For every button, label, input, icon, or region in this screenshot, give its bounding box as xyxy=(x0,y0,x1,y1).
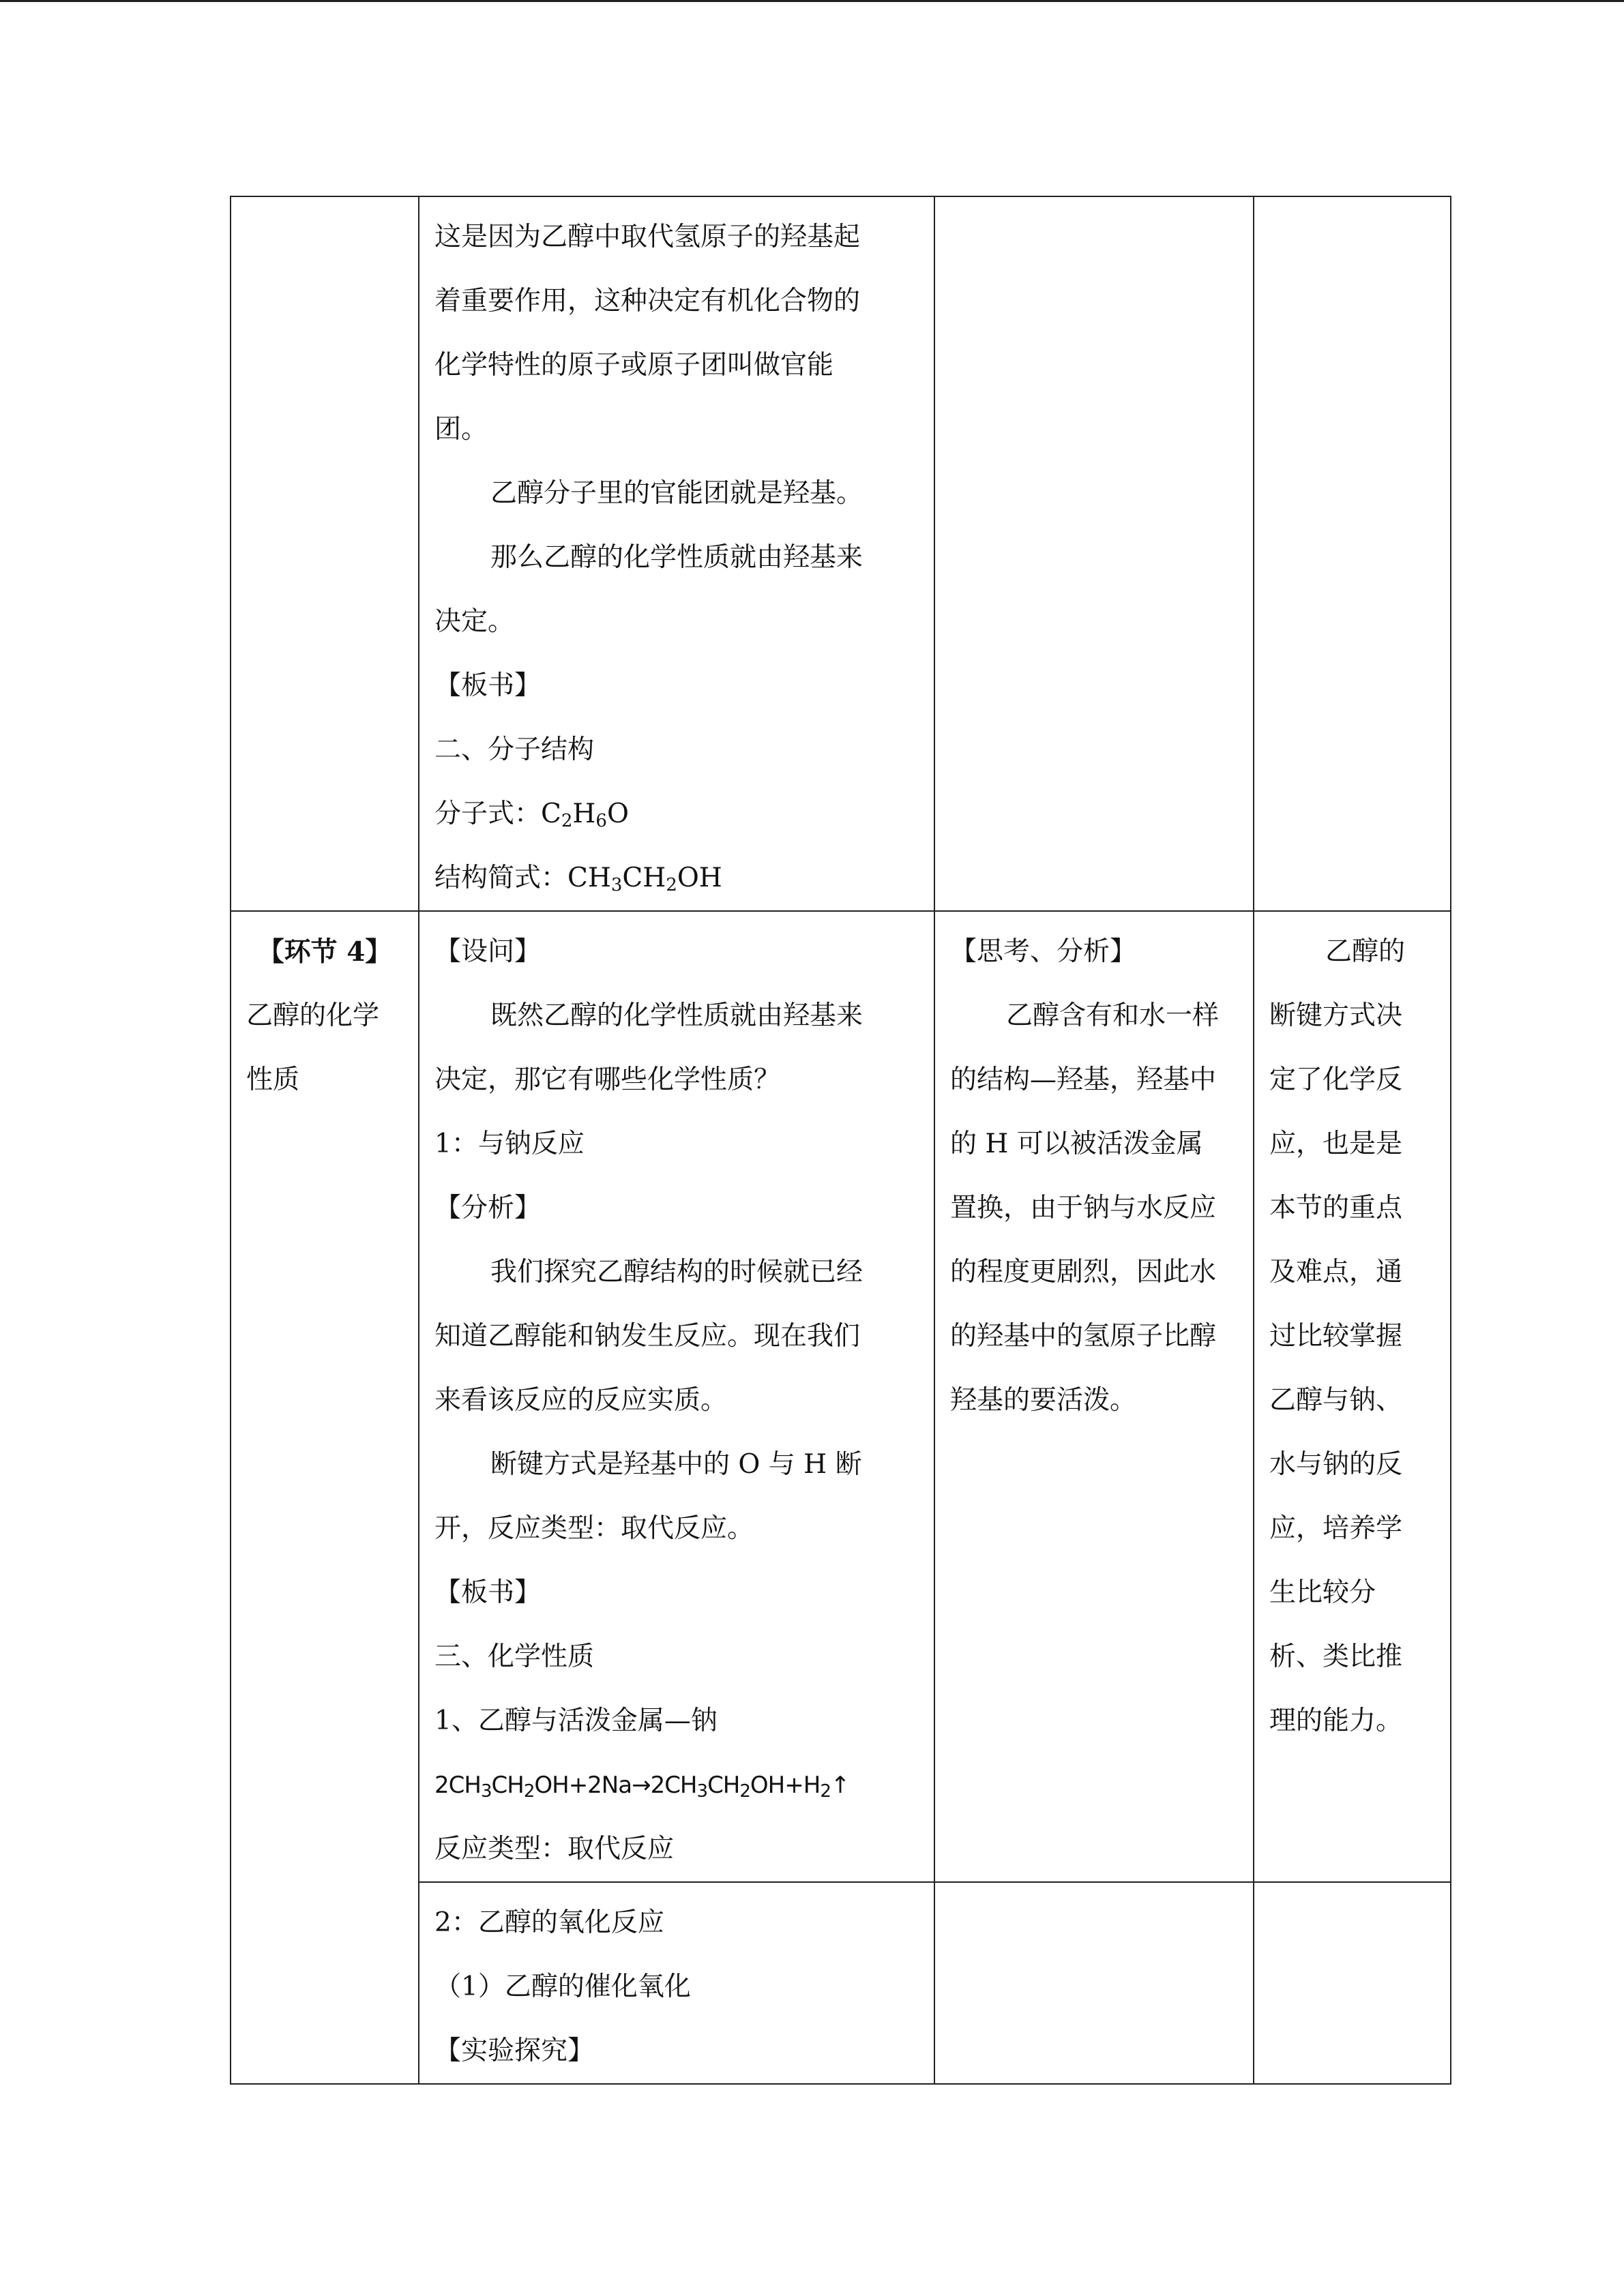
lesson-plan-table xyxy=(230,196,1451,2085)
text-line: 1、乙醇与活泼金属—钠 xyxy=(434,1705,718,1736)
board-label: 【板书】 xyxy=(434,670,542,701)
equation-subscript: 3 xyxy=(480,1781,492,1802)
text-line: 那么乙醇的化学性质就由羟基来 xyxy=(490,542,863,573)
page-top-border xyxy=(0,0,1624,2)
text-line: 这是因为乙醇中取代氢原子的羟基起 xyxy=(434,222,861,252)
reaction-type: 反应类型：取代反应 xyxy=(434,1834,675,1864)
question-label: 【设问】 xyxy=(434,936,542,967)
text-line: 及难点，通 xyxy=(1269,1257,1403,1287)
formula-part: CH xyxy=(622,863,666,893)
equation-part: OH+H xyxy=(750,1772,821,1799)
equation-part: CH xyxy=(707,1772,740,1799)
text-line: 羟基的要活泼。 xyxy=(950,1385,1137,1416)
row3-col2-cell xyxy=(419,1882,934,2084)
text-line: 乙醇与钠、 xyxy=(1269,1385,1403,1416)
text-line: 化学特性的原子或原子团叫做官能 xyxy=(434,350,834,381)
equation-part: OH+2Na→2CH xyxy=(534,1772,697,1799)
step-title: 性质 xyxy=(246,1064,300,1095)
text-line: 的羟基中的氢原子比醇 xyxy=(950,1321,1217,1352)
text-line: 决定，那它有哪些化学性质？ xyxy=(434,1064,781,1095)
equation-part: CH xyxy=(491,1772,524,1799)
row3-col4-cell xyxy=(1254,1882,1451,2084)
text-line: 过比较掌握 xyxy=(1269,1321,1403,1352)
text-line: 的 H 可以被活泼金属 xyxy=(950,1129,1203,1159)
equation-subscript: 2 xyxy=(820,1781,831,1802)
formula-part: C xyxy=(541,799,561,829)
thinking-label: 【思考、分析】 xyxy=(950,936,1137,967)
formula-part: H xyxy=(572,799,596,829)
text-line: （1）乙醇的催化氧化 xyxy=(434,1971,691,2002)
text-line: 既然乙醇的化学性质就由羟基来 xyxy=(490,1000,863,1031)
section-heading: 二、分子结构 xyxy=(434,734,595,765)
row1-col1-cell xyxy=(231,196,419,911)
formula-subscript: 2 xyxy=(666,875,677,895)
formula-subscript: 6 xyxy=(595,811,607,831)
text-line: 着重要作用，这种决定有机化合物的 xyxy=(434,286,861,316)
text-line: 开，反应类型：取代反应。 xyxy=(434,1513,754,1544)
row1-col2-cell xyxy=(419,196,934,911)
struct-label: 结构简式： xyxy=(434,863,568,893)
text-line: 的结构—羟基，羟基中 xyxy=(950,1064,1217,1095)
equation-subscript: 3 xyxy=(696,1781,708,1802)
text-line: 来看该反应的反应实质。 xyxy=(434,1385,728,1416)
equation-part: 2CH xyxy=(434,1772,481,1799)
molecular-formula xyxy=(434,782,919,846)
text-line: 乙醇含有和水一样 xyxy=(1006,1000,1220,1031)
text-line: 生比较分 xyxy=(1269,1577,1376,1608)
text-line: 我们探究乙醇结构的时候就已经 xyxy=(490,1257,863,1287)
board-label: 【板书】 xyxy=(434,1577,542,1608)
formula-part: CH xyxy=(567,863,611,893)
formula-label: 分子式： xyxy=(434,799,542,829)
step-label: 【环节 4】 xyxy=(257,936,392,968)
text-line: 水与钠的反 xyxy=(1269,1449,1403,1480)
row1-col3-cell xyxy=(934,196,1254,911)
equation-part: ↑ xyxy=(830,1772,850,1799)
reaction-equation xyxy=(434,1753,919,1817)
experiment-label: 【实验探究】 xyxy=(434,2036,595,2066)
formula-part: O xyxy=(606,799,629,829)
row2-col1-cell xyxy=(231,911,419,2084)
row2-col4-cell xyxy=(1254,911,1451,1882)
text-line: 团。 xyxy=(434,414,488,445)
table-row xyxy=(231,911,1451,1882)
text-line: 乙醇分子里的官能团就是羟基。 xyxy=(490,478,863,509)
row1-col4-cell xyxy=(1254,196,1451,911)
text-line: 断键方式是羟基中的 O 与 H 断 xyxy=(490,1449,862,1480)
text-line: 应，也是是 xyxy=(1269,1129,1403,1159)
analysis-label: 【分析】 xyxy=(434,1193,542,1223)
text-line: 理的能力。 xyxy=(1269,1705,1403,1736)
row2-col2-cell xyxy=(419,911,934,1882)
formula-subscript: 3 xyxy=(610,875,623,895)
text-line: 决定。 xyxy=(434,606,515,637)
equation-subscript: 2 xyxy=(523,1781,535,1802)
row2-col3-cell xyxy=(934,911,1254,1882)
row3-col3-cell xyxy=(934,1882,1254,2084)
text-line: 乙醇的 xyxy=(1325,936,1406,967)
formula-part: OH xyxy=(677,863,722,893)
text-line: 定了化学反 xyxy=(1269,1064,1403,1095)
text-line: 应，培养学 xyxy=(1269,1513,1403,1544)
formula-subscript: 2 xyxy=(561,811,573,831)
text-line: 析、类比推 xyxy=(1269,1641,1403,1672)
text-line: 断键方式决 xyxy=(1269,1000,1403,1031)
section-heading: 三、化学性质 xyxy=(434,1641,595,1672)
structural-formula xyxy=(434,846,919,910)
table-row xyxy=(231,196,1451,911)
text-line: 2：乙醇的氧化反应 xyxy=(434,1907,664,1938)
step-title: 乙醇的化学 xyxy=(246,1000,380,1031)
text-line: 知道乙醇能和钠发生反应。现在我们 xyxy=(434,1321,861,1352)
equation-subscript: 2 xyxy=(739,1781,750,1802)
text-line: 本节的重点 xyxy=(1269,1193,1403,1223)
text-line: 1：与钠反应 xyxy=(434,1129,585,1159)
text-line: 的程度更剧烈，因此水 xyxy=(950,1257,1217,1287)
text-line: 置换，由于钠与水反应 xyxy=(950,1193,1217,1223)
